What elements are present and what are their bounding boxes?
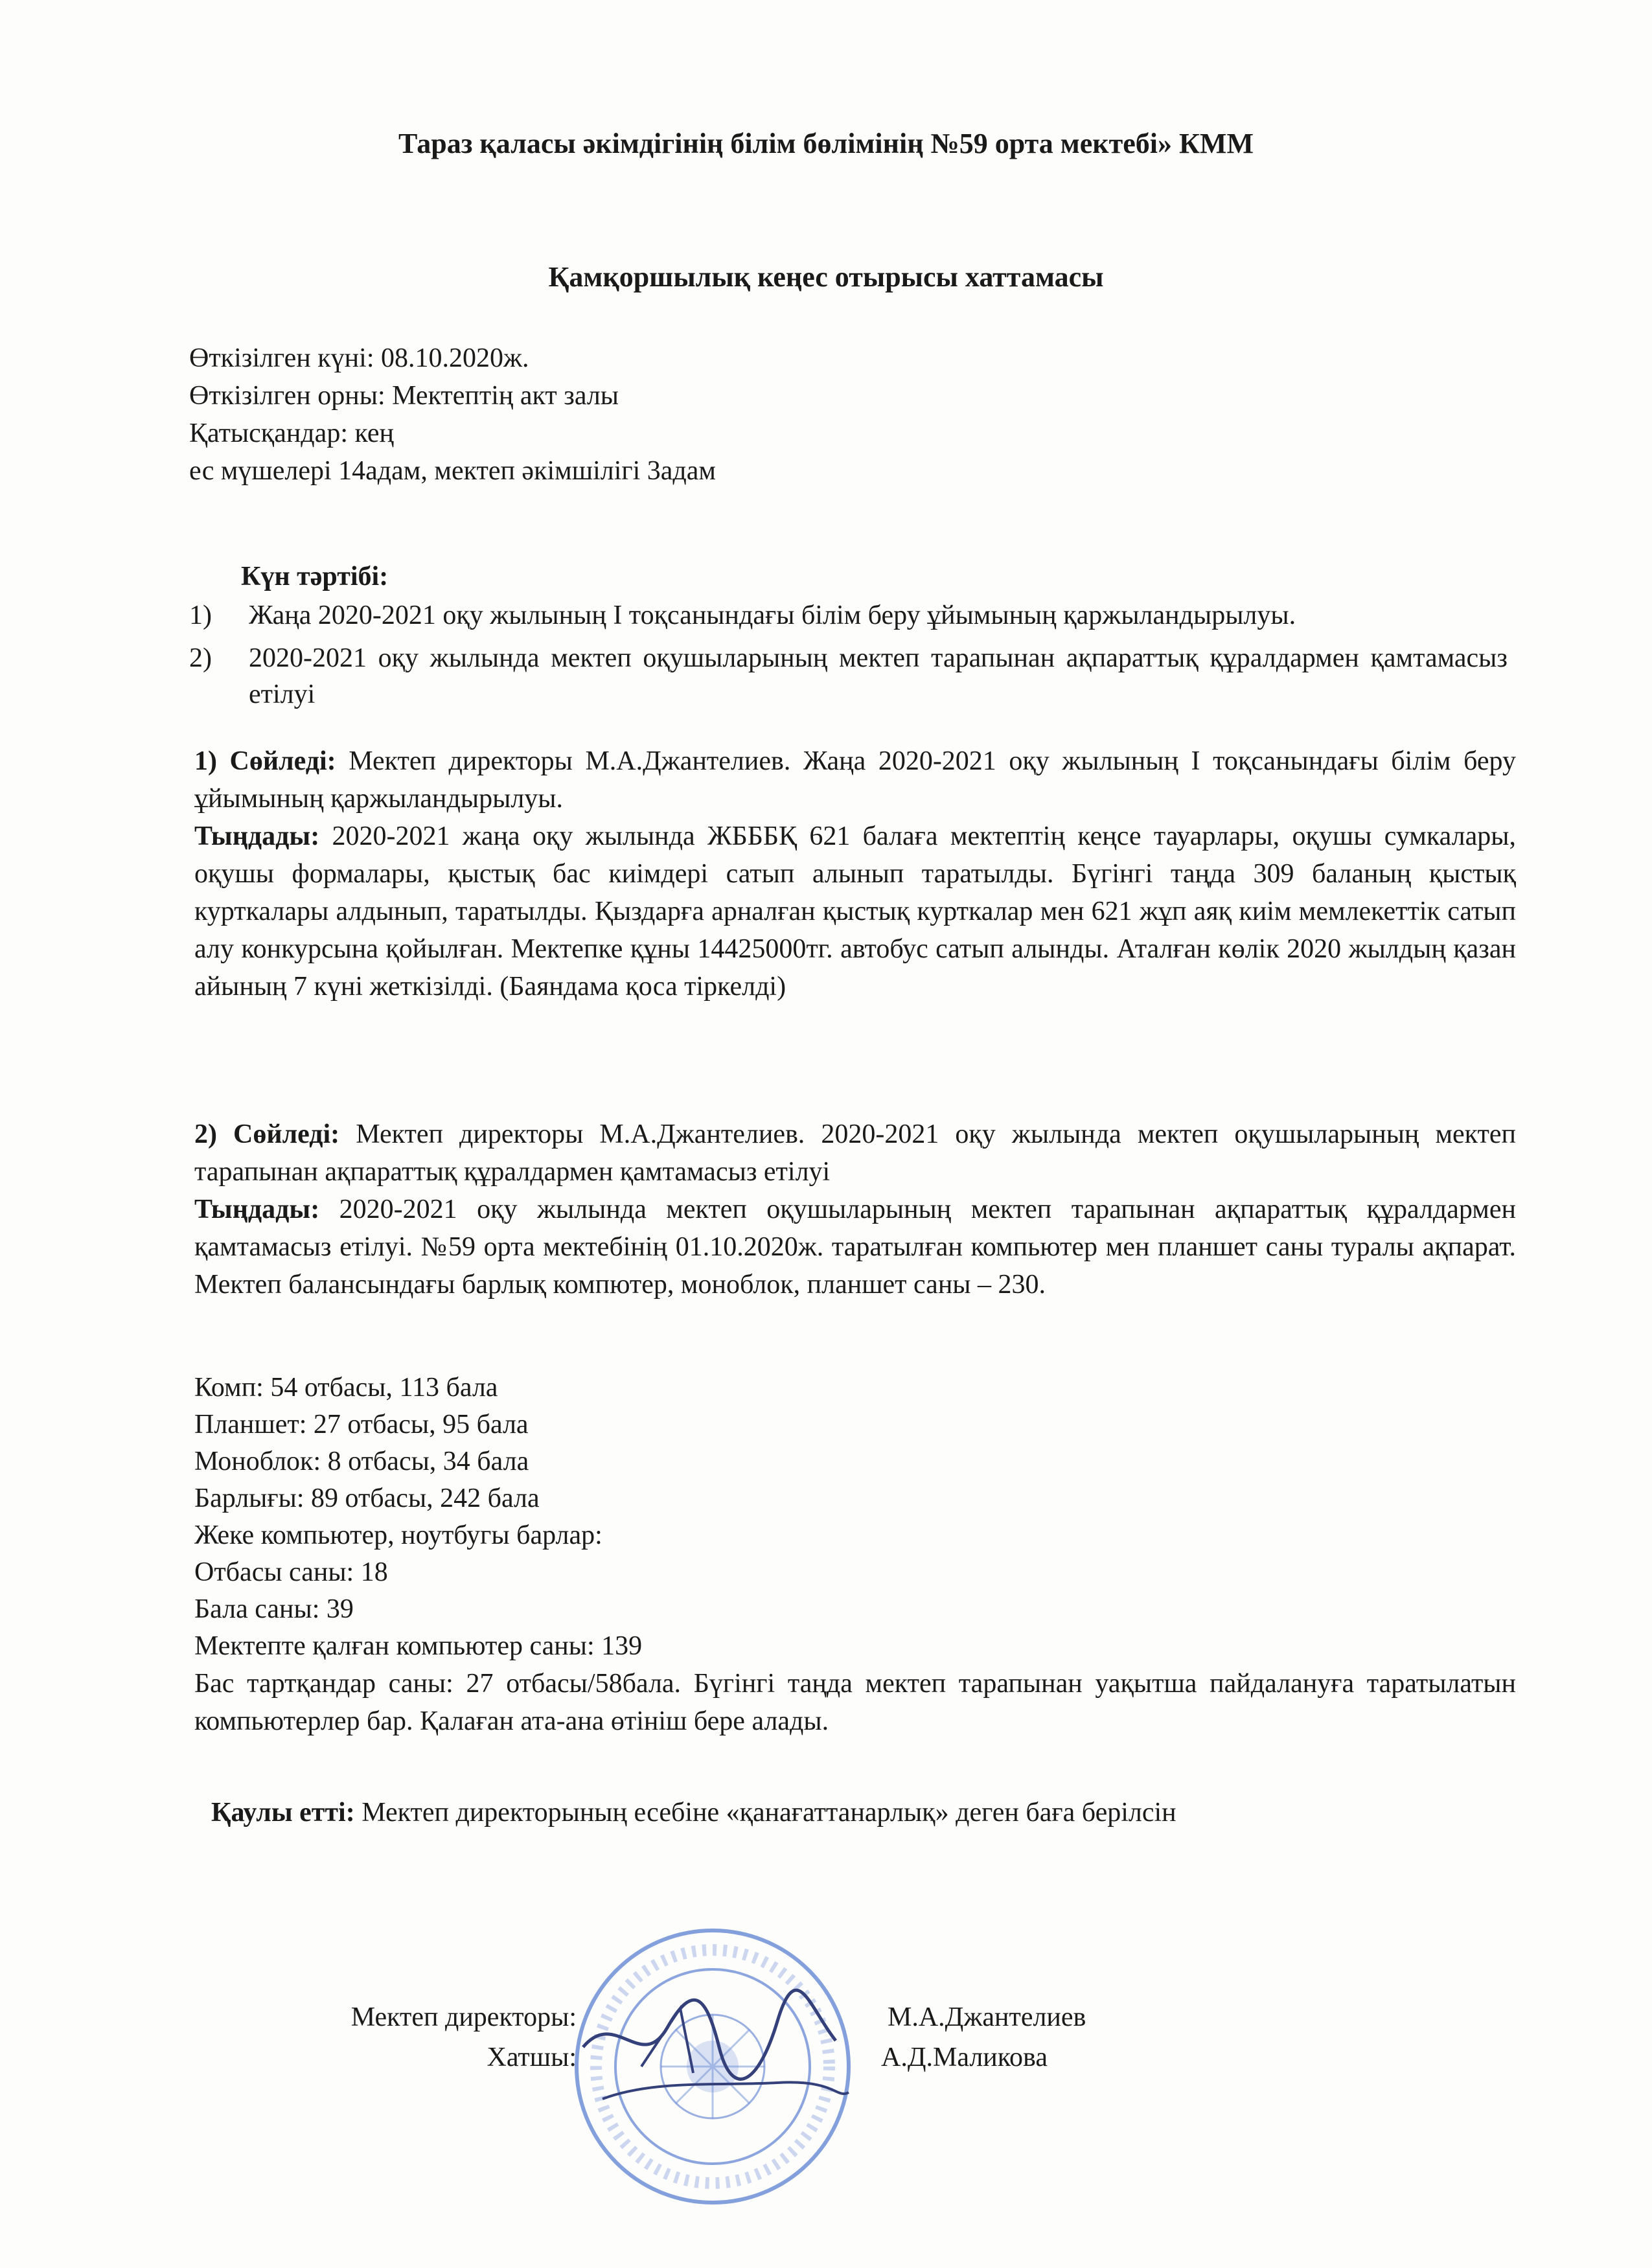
meeting-place: Өткізілген орны: Мектептің акт залы [189,381,619,411]
meeting-meta [189,339,716,490]
meeting-date: Өткізілген күні: 08.10.2020ж. [189,343,529,373]
document-title: Қамқоршылық кеңес отырысы хаттамасы [548,261,1104,293]
participants-line-1: Қатысқандар: кең [189,418,394,448]
section-1-heard-text: 2020-2021 жаңа оқу жылында ЖБББҚ 621 балаға мектептің кеңсе тауарлары, оқушы сумкалары, оқушы формалары, қыстық бас киімдері сатып алынып таратылды. Бүгінгі таңда 309 баланың қыстық курткалары алдынып, таратылды. Қыздарға арналған қыстық курткалар мен 621 жұп аяқ киім мемлекеттік сатып алу конкурсына қойылған. Мектепке құны 14425000тг. автобус сатып алынды. Аталған көлік 2020 жылдың қазан айының 7 күні жеткізілді. (Баяндама қоса тіркелді) [194,821,1516,1002]
resolution-label: Қаулы етті: [211,1798,355,1827]
secretary-label: Хатшы: [487,2043,577,2072]
organization-header: Тараз қаласы әкімдігінің білім бөлімінің №59 орта мектебі» КММ [398,128,1254,159]
agenda-item [189,640,1508,713]
participants-line-2: ес мүшелері 14адам, мектеп әкімшілігі 3адам [189,456,716,486]
section-2-spoke-text: Мектеп директоры М.А.Джантелиев. 2020-2021 оқу жылында мектеп оқушыларының мектеп тарапынан ақпараттық құралдармен қамтамасыз етілуі [194,1119,1516,1187]
section-2-heard-label: Тыңдады: [194,1195,320,1224]
agenda-heading: Күн тәртібі: [241,562,389,591]
stats-line: Барлығы: 89 отбасы, 242 бала [194,1483,540,1513]
agenda-item-number: 1) [189,601,212,630]
section-1-spoke-label: 1) Сөйледі: [194,746,336,776]
stats-line: Жеке компьютер, ноутбугы барлар: [194,1520,602,1550]
stats-line: Моноблок: 8 отбасы, 34 бала [194,1447,529,1476]
agenda-item [189,597,1508,634]
section-1-heard-label: Тыңдады: [194,821,320,851]
stats-line: Планшет: 27 отбасы, 95 бала [194,1410,529,1439]
stats-line: Бала саны: 39 [194,1594,354,1624]
resolution [211,1797,1176,1828]
agenda-item-text: Жаңа 2020-2021 оқу жылының І тоқсанындағы білім беру ұйымының қаржыландырылуы. [249,601,1296,630]
refusals-paragraph: Бас тартқандар саны: 27 отбасы/58бала. Бүгінгі таңда мектеп тарапынан уақытша пайдалануға таратылатын компьютерлер бар. Қалаған ата-ана өтініш бере алады. [194,1669,1516,1736]
director-label: Мектеп директоры: [350,2002,577,2032]
stats-line: Мектепте қалған компьютер саны: 139 [194,1631,643,1661]
stats-line: Отбасы саны: 18 [194,1557,388,1587]
section-2 [194,1116,1516,1303]
stats-line: Комп: 54 отбасы, 113 бала [194,1373,498,1403]
agenda-list [189,597,1508,719]
secretary-name: А.Д.Маликова [881,2043,1048,2072]
section-2-heard-text: 2020-2021 оқу жылында мектеп оқушыларының мектеп тарапынан ақпараттық құралдармен қамтамасыз етілуі. №59 орта мектебінің 01.10.2020ж. таратылған компьютер мен планшет саны туралы ақпарат. Мектеп балансындағы барлық компютер, моноблок, планшет саны – 230. [194,1195,1516,1300]
section-2-spoke-label: 2) Сөйледі: [194,1119,340,1149]
agenda-item-text: 2020-2021 оқу жылында мектеп оқушыларының мектеп тарапынан ақпараттық құралдармен қамтамасыз етілуі [249,643,1508,709]
director-name: М.А.Джантелиев [888,2002,1086,2032]
stats-list [194,1369,642,1665]
handwritten-signature [564,1969,862,2138]
section-1-spoke-text: Мектеп директоры М.А.Джантелиев. Жаңа 2020-2021 оқу жылының І тоқсанындағы білім беру ұйымының қаржыландырылуы. [194,746,1516,814]
section-1 [194,742,1516,1005]
resolution-text: Мектеп директорының есебіне «қанағаттанарлық» деген баға берілсін [354,1798,1176,1827]
agenda-item-number: 2) [189,643,212,673]
